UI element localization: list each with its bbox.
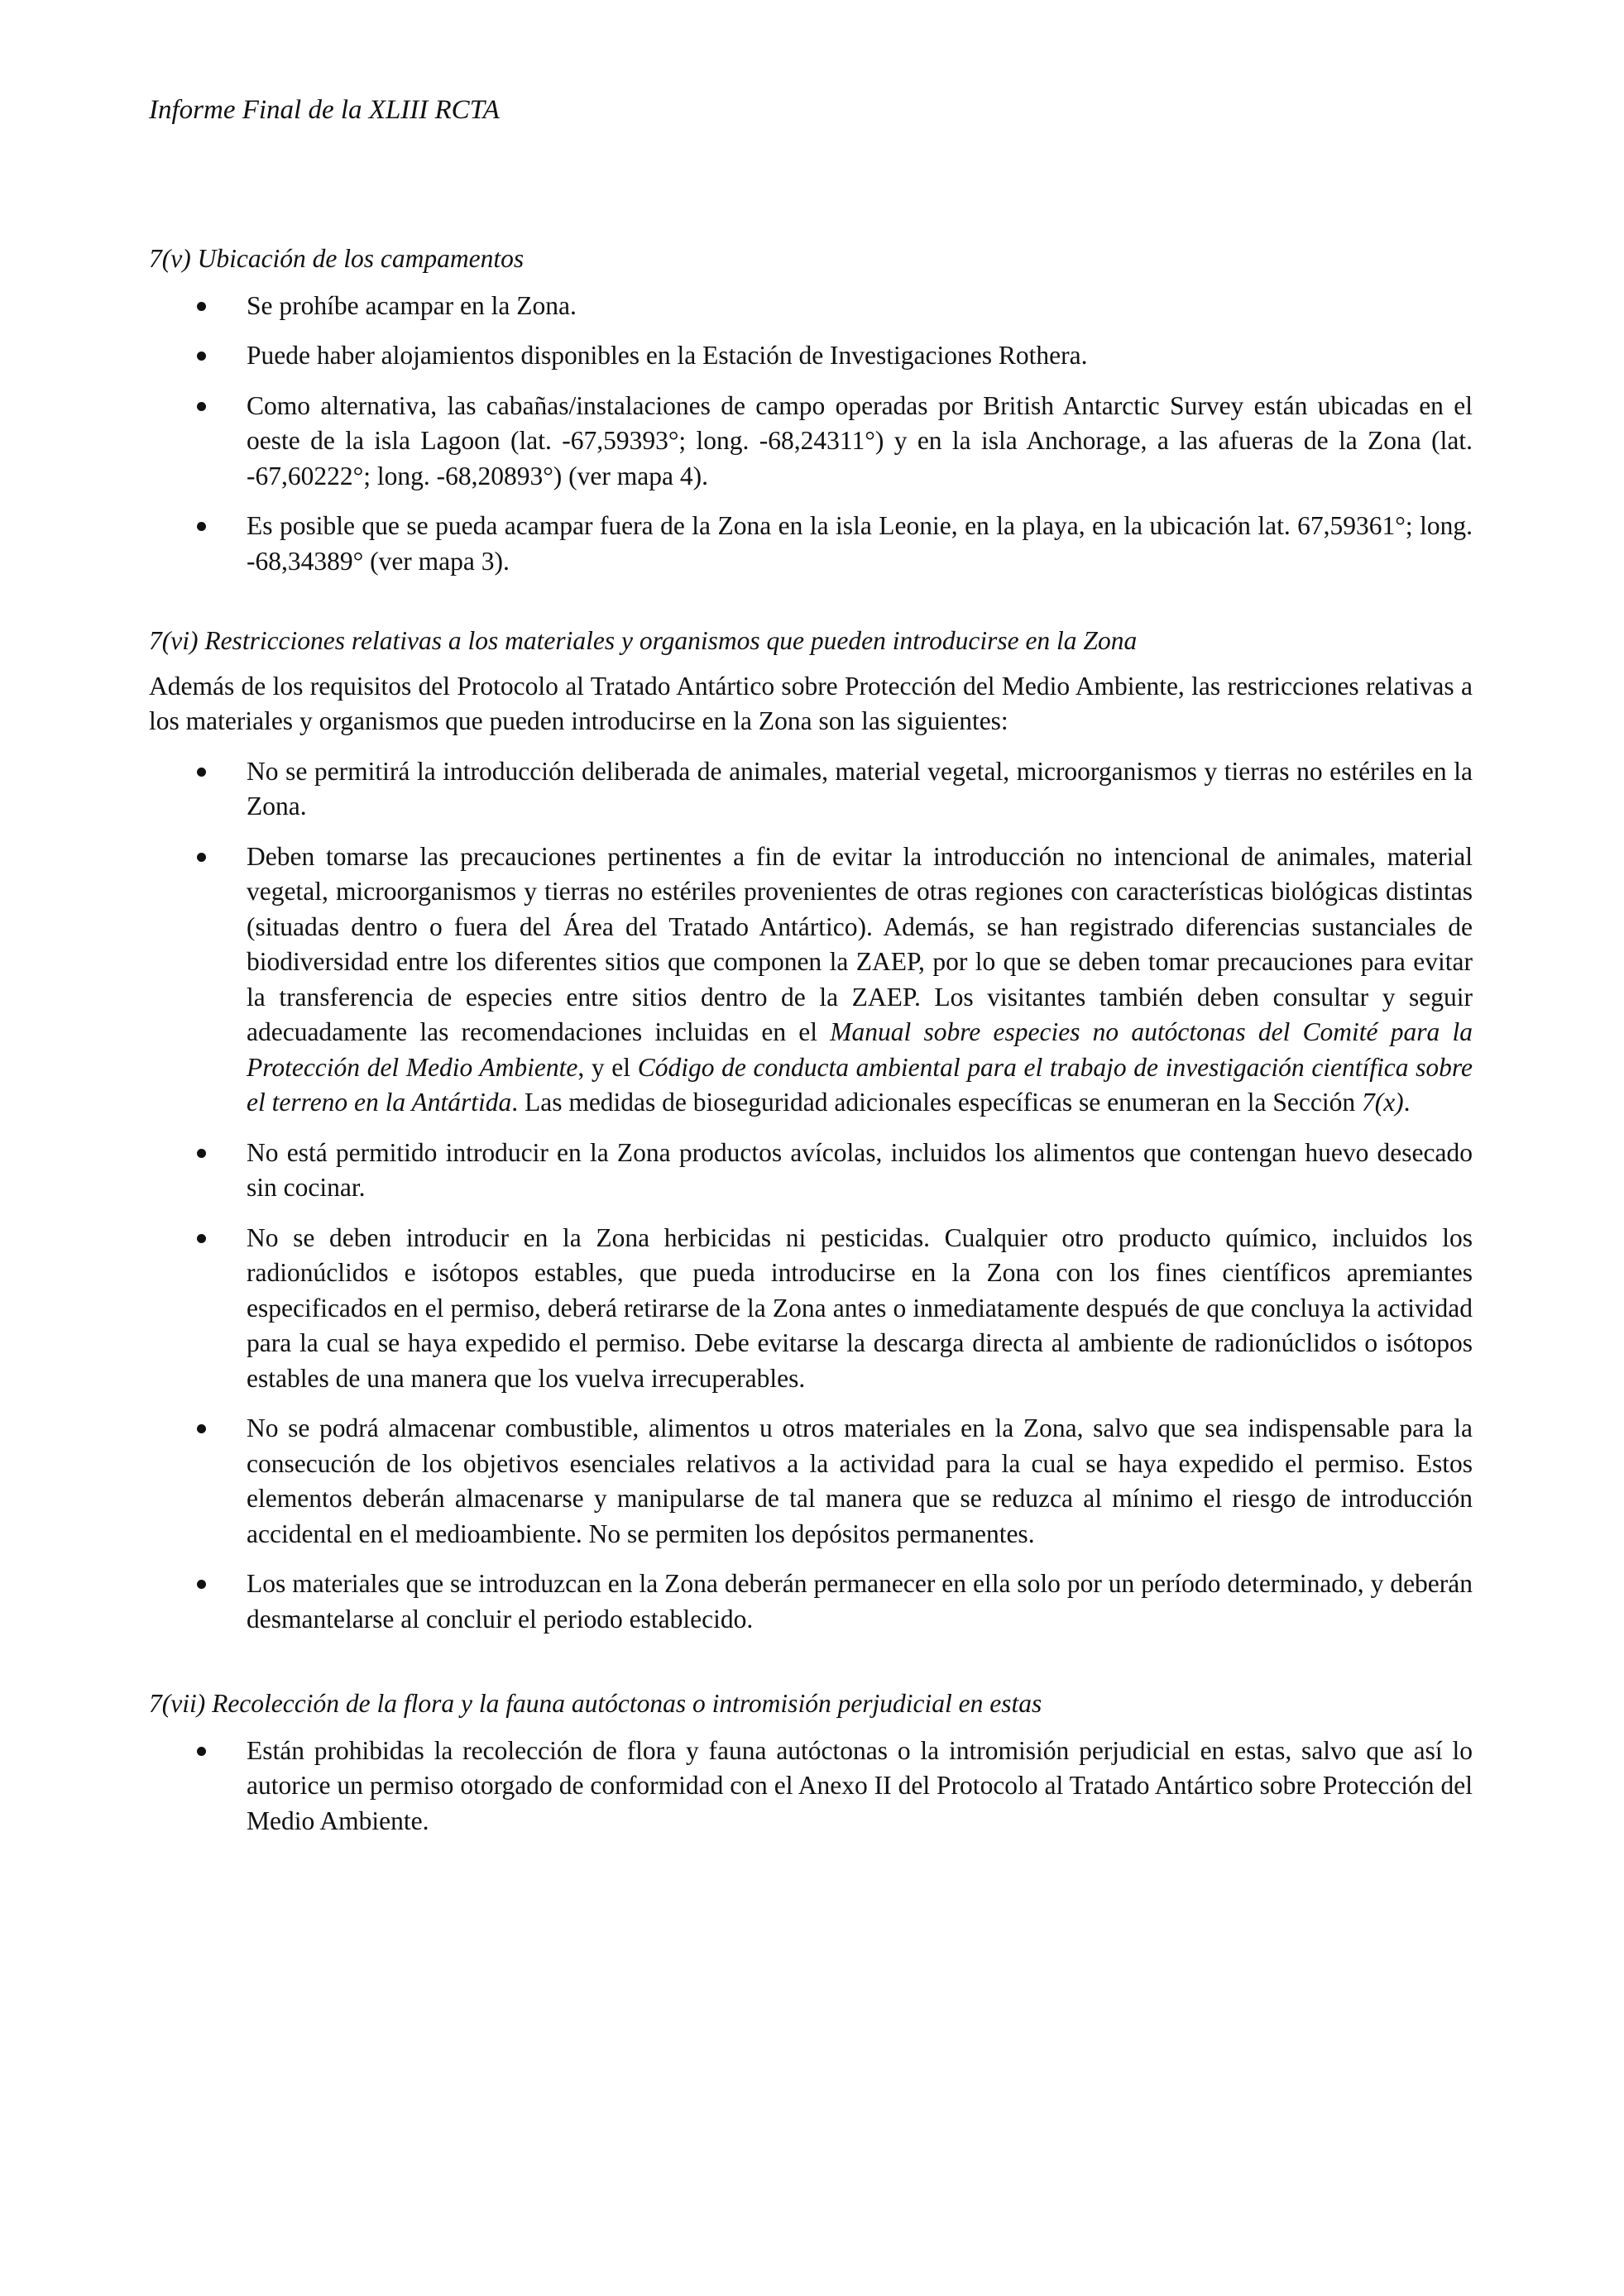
camps-list bbox=[149, 289, 1473, 580]
bullet-icon bbox=[197, 402, 206, 411]
list-item bbox=[149, 1221, 1473, 1397]
bullet-icon bbox=[197, 1424, 206, 1433]
document-body bbox=[149, 242, 1473, 1839]
list-item-text: Puede haber alojamientos disponibles en la Estación de Investigaciones Rothera. bbox=[247, 341, 1088, 370]
list-item bbox=[149, 1734, 1473, 1839]
list-item-text: No se deben introducir en la Zona herbicidas ni pesticidas. Cualquier otro producto químico, incluidos los radionúclidos e isótopos estables, que pueda introducirse en la Zona con los fines científicos apremiantes especificados en el permiso, deberá retirarse de la Zona antes o inmediatamente después de que concluya la actividad para la cual se haya expedido el permiso. Debe evitarse la descarga directa al ambiente de radionúclidos o isótopos estables de una manera que los vuelva irrecuperables. bbox=[247, 1222, 1473, 1393]
materials-list bbox=[149, 754, 1473, 1638]
text-segment: , y el bbox=[577, 1052, 638, 1082]
bullet-icon bbox=[197, 352, 206, 361]
section-heading-camps: 7(v) Ubicación de los campamentos bbox=[149, 244, 525, 273]
list-item-text: No está permitido introducir en la Zona productos avícolas, incluidos los alimentos que contengan huevo desecado sin cocinar. bbox=[247, 1137, 1473, 1202]
bullet-icon bbox=[197, 1234, 206, 1243]
list-item bbox=[149, 839, 1473, 1121]
code-of-conduct-reference-title: Código de conducta ambiental para el trabajo de investigación científica sobre el terreno en la Antártida bbox=[247, 1052, 1473, 1117]
bullet-icon bbox=[197, 768, 206, 777]
text-segment: . Las medidas de bioseguridad adicionales específicas se enumeran en la Sección bbox=[511, 1088, 1362, 1117]
bullet-icon bbox=[197, 1580, 206, 1589]
flora-fauna-list bbox=[149, 1734, 1473, 1839]
list-item-text: Es posible que se pueda acampar fuera de la Zona en la isla Leonie, en la playa, en la ubicación lat. 67,59361°; long. -68,34389° (ver mapa 3). bbox=[247, 511, 1473, 576]
bullet-icon bbox=[197, 1149, 206, 1158]
list-item bbox=[149, 509, 1473, 579]
list-item bbox=[149, 389, 1473, 495]
list-item-text: Están prohibidas la recolección de flora y fauna autóctonas o la intromisión perjudicial en estas, salvo que así lo autorice un permiso otorgado de conformidad con el Anexo II del Protocolo al Tratado Antártico sobre Protección del Medio Ambiente. bbox=[247, 1735, 1473, 1835]
bullet-icon bbox=[197, 302, 206, 311]
text-segment: . bbox=[1403, 1088, 1411, 1117]
running-header: Informe Final de la XLIII RCTA bbox=[149, 95, 500, 125]
bullet-icon bbox=[197, 522, 206, 531]
list-item bbox=[149, 289, 1473, 324]
list-item-text: Como alternativa, las cabañas/instalaciones de campo operadas por British Antarctic Survey están ubicadas en el oeste de la isla Lagoon (lat. -67,59393°; long. -68,24311°) y en la isla Anchorage, a las afueras de la Zona (lat. -67,60222°; long. -68,20893°) (ver mapa 4). bbox=[247, 390, 1473, 490]
bullet-icon bbox=[197, 1747, 206, 1756]
bullet-icon bbox=[197, 853, 206, 862]
list-item-text: No se permitirá la introducción deliberada de animales, material vegetal, microorganismos y tierras no estériles en la Zona. bbox=[247, 756, 1473, 820]
section-heading-flora-fauna: 7(vii) Recolección de la flora y la fauna autóctonas o intromisión perjudicial en estas bbox=[149, 1689, 1042, 1718]
list-item bbox=[149, 1567, 1473, 1637]
section-reference: 7(x) bbox=[1361, 1088, 1404, 1117]
list-item bbox=[149, 754, 1473, 825]
list-item bbox=[149, 1411, 1473, 1552]
list-item-text bbox=[247, 842, 1473, 1117]
list-item bbox=[149, 338, 1473, 374]
text-segment: Deben tomarse las precauciones pertinentes a fin de evitar la introducción no intencional de animales, material vegetal, microorganismos y tierras no estériles provenientes de otras regiones con características biológicas distintas (situadas dentro o fuera del Área del Tratado Antártico). Además, se han registrado diferencias sustanciales de biodiversidad entre los diferentes sitios que componen la ZAEP, por lo que se deben tomar precauciones para evitar la transferencia de especies entre sitios dentro de la ZAEP. Los visitantes también deben consultar y seguir adecuadamente las recomendaciones incluidas en el bbox=[247, 841, 1473, 1046]
section-intro-paragraph: Además de los requisitos del Protocolo al Tratado Antártico sobre Protección del Medio Ambiente, las restricciones relativas a los materiales y organismos que pueden introducirse en la Zona son las siguientes: bbox=[149, 671, 1473, 735]
list-item bbox=[149, 1136, 1473, 1206]
manual-reference-title: Manual sobre especies no autóctonas del Comité para la Protección del Medio Ambiente bbox=[247, 1017, 1473, 1082]
section-heading-materials: 7(vi) Restricciones relativas a los materiales y organismos que pueden introducirse en la Zona bbox=[149, 626, 1138, 655]
list-item-text: No se podrá almacenar combustible, alimentos u otros materiales en la Zona, salvo que sea indispensable para la consecución de los objetivos esenciales relativos a la actividad para la cual se haya expedido el permiso. Estos elementos deberán almacenarse y manipularse de tal manera que se reduzca al mínimo el riesgo de introducción accidental en el medioambiente. No se permiten los depósitos permanentes. bbox=[247, 1413, 1473, 1548]
list-item-text: Los materiales que se introduzcan en la Zona deberán permanecer en ella solo por un período determinado, y deberán desmantelarse al concluir el periodo establecido. bbox=[247, 1569, 1473, 1634]
list-item-text: Se prohíbe acampar en la Zona. bbox=[247, 290, 577, 320]
